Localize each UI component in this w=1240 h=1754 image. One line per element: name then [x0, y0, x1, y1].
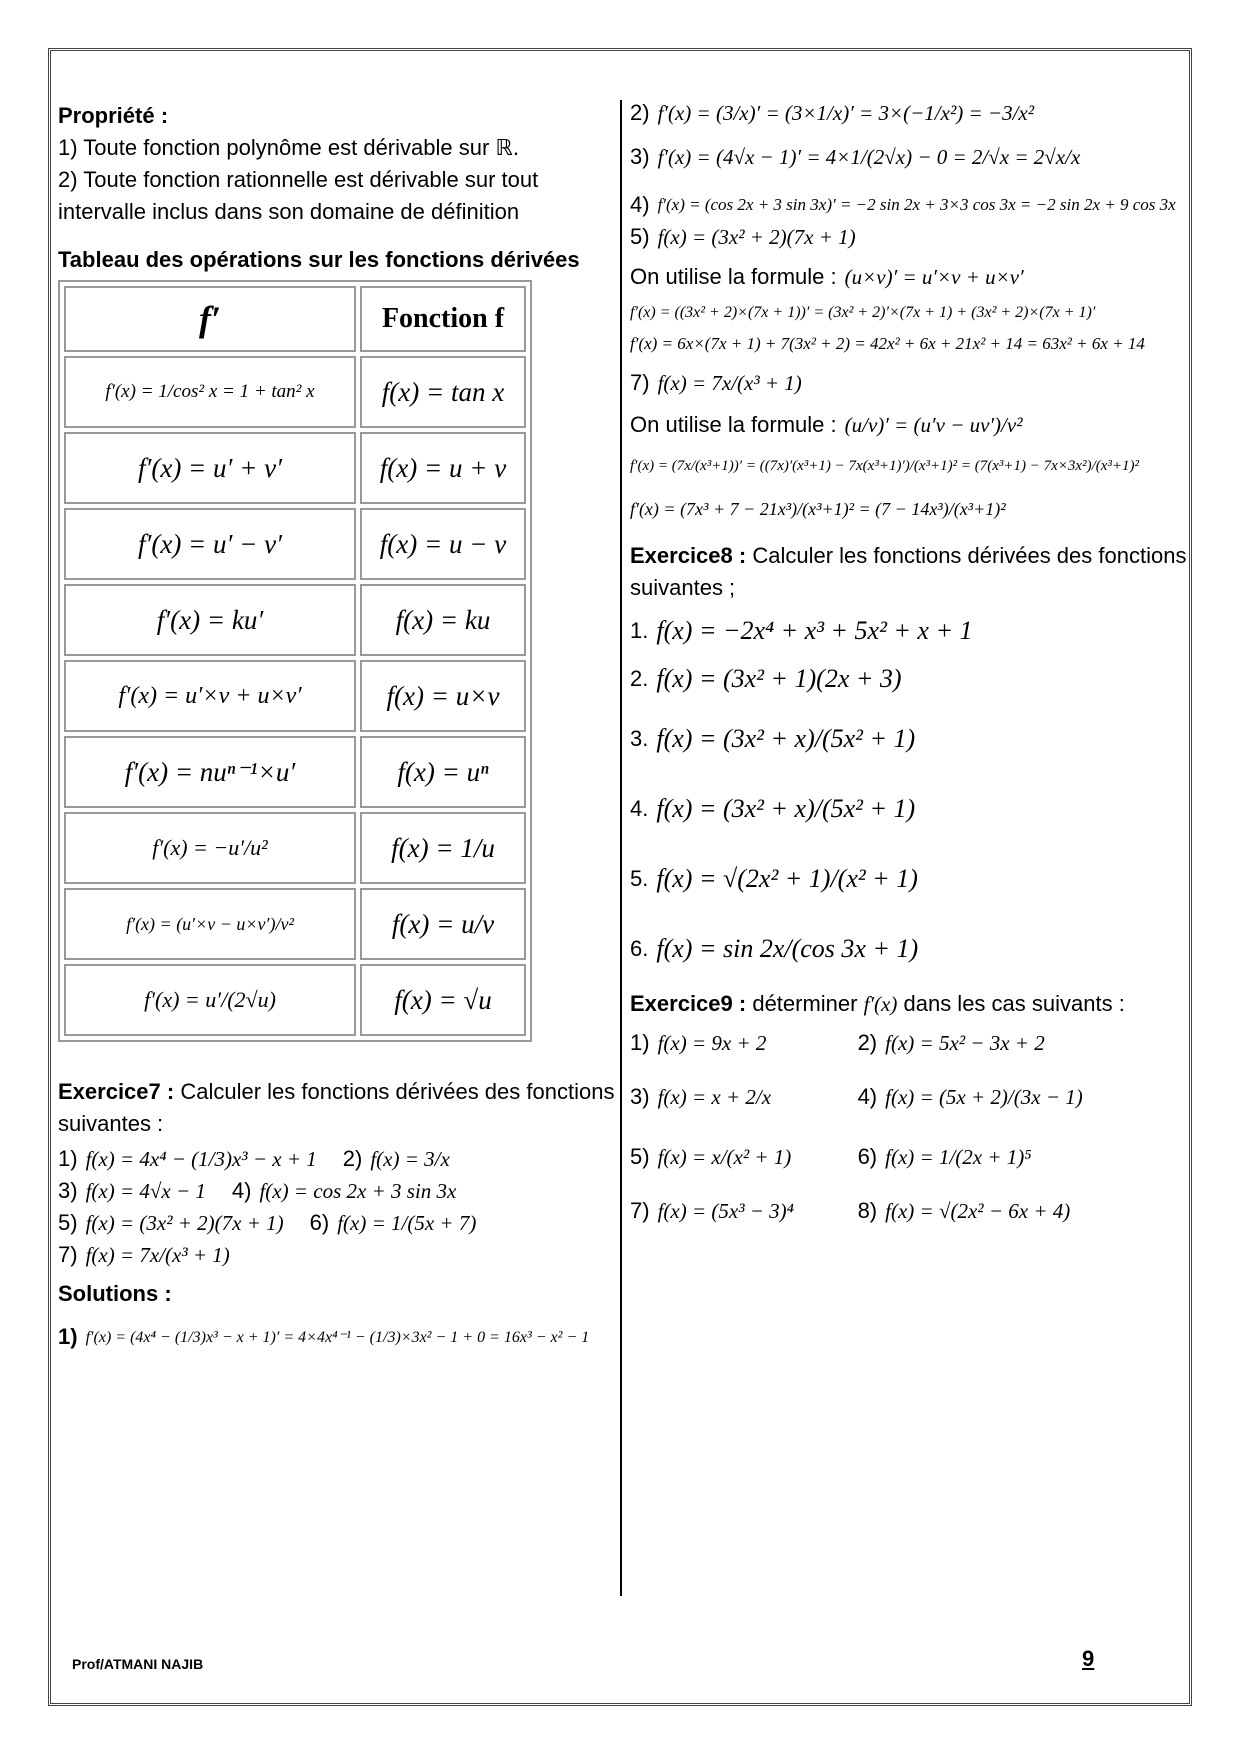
- table-cell-derivative: f′(x) = nuⁿ⁻¹×u′: [64, 736, 356, 808]
- solution-formula: f′(x) = ((3x² + 2)×(7x + 1))′ = (3x² + 2)′×(7x + 1) + (3x² + 2)×(7x + 1)′: [630, 304, 1096, 321]
- table-row: [64, 964, 526, 1036]
- table-row: [64, 660, 526, 732]
- table-row: [64, 432, 526, 504]
- table-cell-function: f(x) = u/v: [360, 888, 526, 960]
- item-number: 4): [857, 1084, 878, 1109]
- solution-number: 5): [630, 224, 650, 249]
- item-formula: f(x) = 4x⁴ − (1/3)x³ − x + 1: [85, 1146, 317, 1171]
- item-number: 6): [857, 1144, 878, 1169]
- solution-formula: f′(x) = 6x×(7x + 1) + 7(3x² + 2) = 42x² + 6x + 21x² + 14 = 63x² + 6x + 14: [630, 334, 1145, 353]
- item-number: 8): [857, 1198, 878, 1223]
- list-item: [630, 794, 1190, 824]
- item-formula: f(x) = sin 2x/(cos 3x + 1): [656, 934, 919, 963]
- item-number: 4): [231, 1178, 252, 1203]
- item-number: 1.: [630, 618, 649, 643]
- exercise9-title: Exercice9 :: [630, 991, 747, 1016]
- property-line-1: 1) Toute fonction polynôme est dérivable sur ℝ.: [58, 135, 519, 160]
- table-cell-function: f(x) = ku: [360, 584, 526, 656]
- list-item: [630, 724, 1190, 754]
- list-item: [58, 1210, 618, 1236]
- left-column: [58, 100, 618, 1356]
- solution-formula: f(x) = 7x/(x³ + 1): [657, 370, 802, 395]
- exercise9-heading: [630, 988, 1190, 1020]
- item-number: 2): [857, 1030, 878, 1055]
- table-cell-derivative: f′(x) = u′ − v′: [64, 508, 356, 580]
- item-number: 2.: [630, 666, 649, 691]
- item-number: 7): [630, 1198, 650, 1223]
- item-number: 1): [630, 1030, 650, 1055]
- item-number: 5.: [630, 866, 649, 891]
- column-divider: [620, 100, 622, 1596]
- table-cell-function: f(x) = u + v: [360, 432, 526, 504]
- exercise9-statement-b: dans les cas suivants :: [903, 991, 1125, 1016]
- derivatives-table: [58, 280, 532, 1042]
- item-number: 5): [58, 1210, 78, 1235]
- exercise8-heading: [630, 540, 1190, 604]
- table-cell-derivative: f′(x) = 1/cos² x = 1 + tan² x: [64, 356, 356, 428]
- solution-formula: f′(x) = (7x/(x³+1))′ = ((7x)′(x³+1) − 7x(x³+1)′)/(x³+1)² = (7(x³+1) − 7x×3x²)/(x³+1)²: [630, 458, 1140, 474]
- exercise7-statement: Calculer les fonctions dérivées des fonctions suivantes :: [58, 1079, 615, 1136]
- product-rule: (u×v)′ = u′×v + u×v′: [844, 264, 1024, 289]
- item-formula: f(x) = (5x + 2)/(3x − 1): [885, 1084, 1083, 1109]
- item-formula: f(x) = 7x/(x³ + 1): [85, 1242, 230, 1267]
- exercise9-statement-a: déterminer: [752, 991, 858, 1016]
- item-formula: f(x) = 4√x − 1: [85, 1178, 206, 1203]
- table-cell-derivative: f′(x) = u′/(2√u): [64, 964, 356, 1036]
- list-item: [630, 1198, 1190, 1224]
- table-cell-derivative: f′(x) = ku′: [64, 584, 356, 656]
- solution-7a: [630, 458, 1190, 475]
- exercise7-heading: [58, 1076, 618, 1140]
- header-function: Fonction f: [360, 286, 526, 352]
- page-number: 9: [1082, 1646, 1095, 1671]
- solution-7: [630, 370, 1190, 396]
- solution-5b: [630, 334, 1190, 354]
- list-item: [630, 616, 1190, 646]
- item-number: 2): [342, 1146, 363, 1171]
- list-item: [58, 1178, 618, 1204]
- solution-formula: f′(x) = (7x³ + 7 − 21x³)/(x³+1)² = (7 − 14x³)/(x³+1)²: [630, 499, 1006, 519]
- list-item: [58, 1242, 618, 1268]
- table-cell-function: f(x) = u − v: [360, 508, 526, 580]
- list-item: [630, 934, 1190, 964]
- item-formula: f(x) = (3x² + x)/(5x² + 1): [656, 794, 916, 823]
- item-number: 7): [58, 1242, 78, 1267]
- item-number: 4.: [630, 796, 649, 821]
- quotient-rule: (u/v)′ = (u′v − uv′)/v²: [844, 412, 1023, 437]
- table-cell-function: f(x) = √u: [360, 964, 526, 1036]
- solution-formula: f′(x) = (3/x)′ = (3×1/x)′ = 3×(−1/x²) = −3/x²: [657, 100, 1035, 125]
- solution-5a: [630, 304, 1190, 322]
- item-formula: f(x) = −2x⁴ + x³ + 5x² + x + 1: [656, 616, 973, 645]
- solution-formula: f′(x) = (cos 2x + 3 sin 3x)′ = −2 sin 2x + 3×3 cos 3x = −2 sin 2x + 9 cos 3x: [657, 195, 1176, 214]
- table-row: [64, 888, 526, 960]
- exercise8-statement: Calculer les fonctions dérivées des fonctions suivantes ;: [630, 543, 1187, 600]
- solution-5: [630, 224, 1190, 250]
- item-number: 6): [309, 1210, 330, 1235]
- item-formula: f(x) = cos 2x + 3 sin 3x: [259, 1178, 457, 1203]
- table-row: [64, 736, 526, 808]
- item-formula: f(x) = 1/(2x + 1)⁵: [885, 1144, 1032, 1169]
- solution-number: 1): [58, 1324, 78, 1349]
- list-item: [630, 1030, 1190, 1056]
- item-number: 3.: [630, 726, 649, 751]
- solution-2: [630, 100, 1190, 126]
- formula-intro: On utilise la formule :: [630, 412, 837, 437]
- solution-3: [630, 144, 1190, 170]
- item-number: 3): [58, 1178, 78, 1203]
- exercise8-title: Exercice8 :: [630, 543, 747, 568]
- solution-number: 3): [630, 144, 650, 169]
- table-title: Tableau des opérations sur les fonctions dérivées: [58, 247, 580, 272]
- item-formula: f(x) = 3/x: [370, 1146, 450, 1171]
- right-column: [630, 100, 1190, 1230]
- item-number: 5): [630, 1144, 650, 1169]
- item-formula: f(x) = 9x + 2: [657, 1030, 767, 1055]
- item-formula: f(x) = 5x² − 3x + 2: [885, 1030, 1045, 1055]
- table-header-row: [64, 286, 526, 352]
- solution-4: [630, 192, 1190, 218]
- table-row: [64, 584, 526, 656]
- solution-formula: f′(x) = (4x⁴ − (1/3)x³ − x + 1)′ = 4×4x⁴⁻¹ − (1/3)×3x² − 1 + 0 = 16x³ − x² − 1: [85, 1329, 590, 1346]
- table-cell-function: f(x) = tan x: [360, 356, 526, 428]
- exercise9-fprime: f′(x): [863, 992, 898, 1016]
- solution-number: 4): [630, 192, 650, 217]
- item-formula: f(x) = 1/(5x + 7): [337, 1210, 477, 1235]
- formula-line-2: [630, 412, 1190, 438]
- item-formula: f(x) = (5x³ − 3)⁴: [657, 1198, 794, 1223]
- table-cell-function: f(x) = u×v: [360, 660, 526, 732]
- item-formula: f(x) = (3x² + 2)(7x + 1): [85, 1210, 284, 1235]
- list-item: [58, 1146, 618, 1172]
- formula-line-1: [630, 264, 1190, 290]
- list-item: [630, 664, 1190, 694]
- list-item: [630, 1144, 1190, 1170]
- item-number: 3): [630, 1084, 650, 1109]
- item-number: 6.: [630, 936, 649, 961]
- author-footer: Prof/ATMANI NAJIB: [72, 1656, 204, 1672]
- solution-formula: f(x) = (3x² + 2)(7x + 1): [657, 224, 856, 249]
- item-formula: f(x) = √(2x² + 1)/(x² + 1): [656, 864, 918, 893]
- item-formula: f(x) = (3x² + x)/(5x² + 1): [656, 724, 916, 753]
- table-cell-derivative: f′(x) = u′×v + u×v′: [64, 660, 356, 732]
- solution-number: 7): [630, 370, 650, 395]
- table-cell-derivative: f′(x) = u′ + v′: [64, 432, 356, 504]
- property-title: Propriété :: [58, 103, 169, 128]
- solution-1: [58, 1324, 618, 1350]
- solution-formula: f′(x) = (4√x − 1)′ = 4×1/(2√x) − 0 = 2/√x = 2√x/x: [657, 144, 1081, 169]
- table-row: [64, 812, 526, 884]
- item-formula: f(x) = √(2x² − 6x + 4): [885, 1198, 1071, 1223]
- table-cell-derivative: f′(x) = −u′/u²: [64, 812, 356, 884]
- exercise7-title: Exercice7 :: [58, 1079, 175, 1104]
- table-cell-derivative: f′(x) = (u′×v − u×v′)/v²: [64, 888, 356, 960]
- item-formula: f(x) = x/(x² + 1): [657, 1144, 792, 1169]
- header-derivative: f′: [64, 286, 356, 352]
- formula-intro: On utilise la formule :: [630, 264, 837, 289]
- solution-7b: [630, 499, 1190, 520]
- table-cell-function: f(x) = uⁿ: [360, 736, 526, 808]
- item-formula: f(x) = (3x² + 1)(2x + 3): [656, 664, 902, 693]
- list-item: [630, 1084, 1190, 1110]
- solution-number: 2): [630, 100, 650, 125]
- table-row: [64, 356, 526, 428]
- property-line-2: 2) Toute fonction rationnelle est dérivable sur tout intervalle inclus dans son domaine de définition: [58, 167, 539, 224]
- table-cell-function: f(x) = 1/u: [360, 812, 526, 884]
- solutions-title: Solutions :: [58, 1281, 172, 1306]
- item-formula: f(x) = x + 2/x: [657, 1084, 772, 1109]
- table-row: [64, 508, 526, 580]
- list-item: [630, 864, 1190, 894]
- item-number: 1): [58, 1146, 78, 1171]
